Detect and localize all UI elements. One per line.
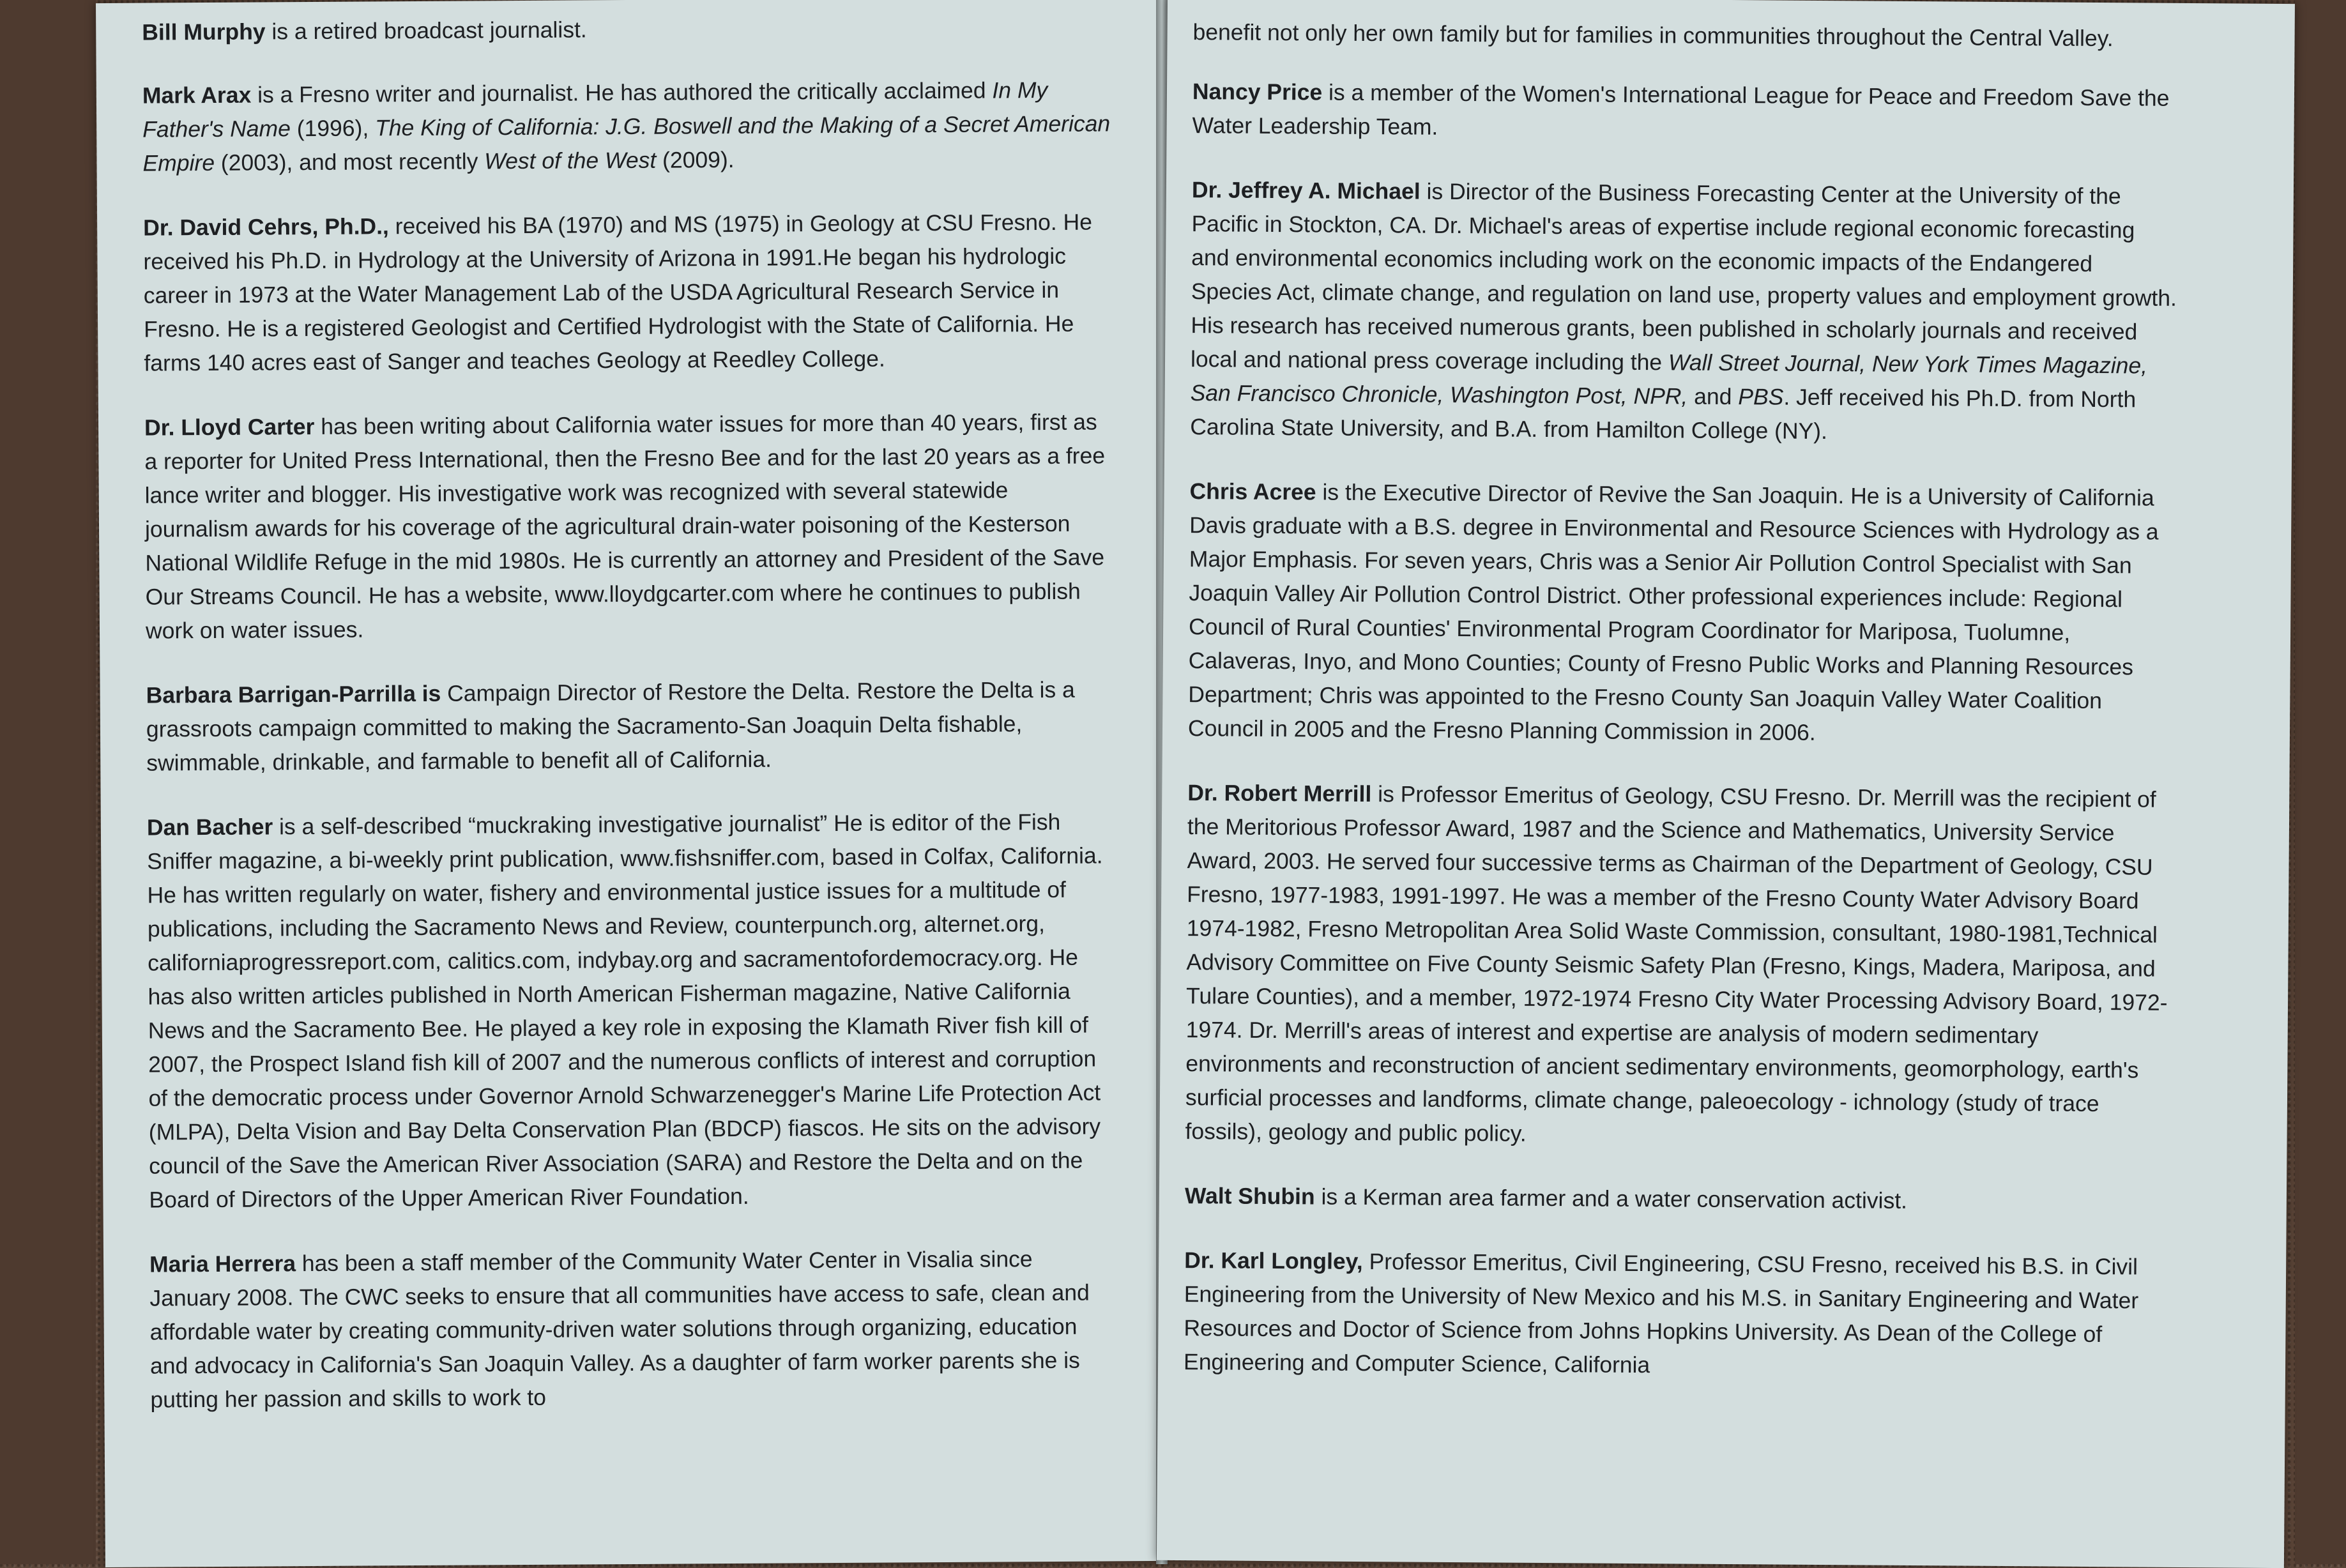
bio-text: Professor Emeritus, Civil Engineering, CSU Fresno, received his B.S. in Civil Engineering from the University of New Mexico and his M.S. in Sanitary Engineering and Water Resources and Doctor of Science from Johns Hopkins University. As Dean of the College of Engineering and Computer Science, California bbox=[1183, 1249, 2139, 1378]
carpet-right bbox=[2295, 0, 2346, 1564]
bio-name: Dr. Jeffrey A. Michael bbox=[1191, 177, 1421, 204]
bio-text: (2003), and most recently bbox=[214, 148, 485, 176]
bio-text: is Professor Emeritus of Geology, CSU Fresno. Dr. Merrill was the recipient of the Meritorious Professor Award, 1987 and the Science and Mathematics, University Service Award, 2003. He served four successive terms as Chairman of the Department of Geology, CSU Fresno, 1977-1983, 1991-1997. He was a member of the Fresno County Water Advisory Board 1974-1982, Fresno Metropolitan Area Solid Waste Commission, consultant, 1980-1981,Technical Advisory Committee on Five County Seismic Safety Plan (Fresno, Kings, Madera, Mariposa, and Tulare Counties), and a member, 1972-1974 Fresno City Water Processing Advisory Board, 1972-1974. Dr. Merrill's areas of interest and expertise are analysis of modern sedimentary environments and reconstruction of ancient sedimentary environments, geomorphology, earth's surficial processes and landforms, climate change, paleoecology - ichnology (study of trace fossils), geology and public policy. bbox=[1185, 781, 2168, 1146]
bio-text: benefit not only her own family but for families in communities throughout the Central Valley. bbox=[1192, 19, 2114, 52]
bio-lloyd-carter bbox=[144, 405, 1115, 648]
bio-karl-longley bbox=[1184, 1244, 2171, 1386]
left-page bbox=[96, 0, 1166, 1567]
bio-dan-bacher bbox=[147, 805, 1119, 1217]
bio-text: is a self-described “muckraking investigative journalist” He is editor of the Fish Sniffer magazine, a bi-weekly print publication, www.fishsniffer.com, based in Colfax, California. He has written regularly on water, fishery and environmental justice issues for a multitude of publications, including the Sacramento News and Review, counterpunch.org, alternet.org, californiaprogressreport.com, calitics.com, indybay.org and sacramentofordemocracy.org. He has also written articles published in North American Fisherman magazine, Native California News and the Sacramento Bee. He played a key role in exposing the Klamath River fish kill of 2007, the Prospect Island fish kill of 2007 and the numerous conflicts of interest and corruption of the democratic process under Governor Arnold Schwarzenegger's Marine Life Protection Act (MLPA), Delta Vision and Bay Delta Conservation Plan (BDCP) fiascos. He sits on the advisory council of the Save the American River Association (SARA) and Restore the Delta and on the Board of Directors of the Upper American River Foundation. bbox=[147, 809, 1103, 1213]
bio-name: Dan Bacher bbox=[146, 814, 273, 841]
bio-text: received his BA (1970) and MS (1975) in Geology at CSU Fresno. He received his Ph.D. in Hydrology at the University of Arizona in 1991.He began his hydrologic career in 1973 at the Water Management Lab of the USDA Agricultural Research Service in Fresno. He is a registered Geologist and Certified Hydrologist with the State of California. He farms 140 acres east of Sanger and teaches Geology at Reedley College. bbox=[143, 209, 1093, 376]
bio-text: is a retired broadcast journalist. bbox=[265, 17, 587, 45]
bio-jeffrey-michael bbox=[1190, 173, 2179, 451]
book-title: The King of California: J.G. Boswell and the Making of a Secret American Empire bbox=[142, 110, 1111, 176]
bio-name: Dr. Robert Merrill bbox=[1187, 780, 1372, 807]
right-page bbox=[1157, 0, 2295, 1568]
bio-robert-merrill bbox=[1185, 776, 2174, 1155]
bio-text: is Director of the Business Forecasting Center at the University of the Pacific in Stockton, CA. Dr. Michael's areas of expertise include regional economic forecasting and environmental economics including work on the economic impacts of the Endangered Species Act, climate change, and regulation on land use, property values and employment growth. His research has received numerous grants, been published in scholarly journals and received local and national press coverage including the bbox=[1190, 178, 2177, 376]
bio-maria-herrera bbox=[149, 1242, 1120, 1417]
bio-text: is a Kerman area farmer and a water conservation activist. bbox=[1314, 1184, 1908, 1214]
bio-name: Mark Arax bbox=[142, 82, 252, 109]
bio-mark-arax bbox=[142, 73, 1113, 180]
bio-name: Barbara Barrigan-Parrilla is bbox=[146, 680, 441, 708]
carpet-left bbox=[0, 0, 96, 1564]
bio-text: is a member of the Women's International League for Peace and Freedom Save the Water Leadership Team. bbox=[1192, 79, 2170, 140]
bio-name: Nancy Price bbox=[1192, 79, 1323, 105]
bio-text: is the Executive Director of Revive the San Joaquin. He is a University of California Davis graduate with a B.S. degree in Environmental and Resource Sciences with Hydrology as a Major Emphasis. For seven years, Chris was a Senior Air Pollution Control Specialist with San Joaquin Valley Air Pollution Control District. Other professional experiences include: Regional Council of Rural Counties' Environmental Program Coordinator for Mariposa, Tuolumne, Calaveras, Inyo, and Mono Counties; County of Fresno Public Works and Planning Resources Department; Chris was appointed to the Fresno County San Joaquin Valley Water Coalition Council in 2005 and the Fresno Planning Commission in 2006. bbox=[1187, 479, 2159, 745]
bio-name: Chris Acree bbox=[1189, 478, 1316, 505]
bio-name: Dr. Lloyd Carter bbox=[144, 413, 315, 441]
bio-text: . Jeff received his Ph.D. from North Carolina State University, and B.A. from Hamilton College (NY). bbox=[1190, 384, 2137, 445]
publication-name: PBS bbox=[1738, 384, 1784, 410]
bio-maria-herrera-continued bbox=[1192, 15, 2179, 56]
bio-text: (2009). bbox=[656, 146, 735, 173]
bio-name: Maria Herrera bbox=[149, 1251, 296, 1277]
bio-barbara-barrigan-parrilla bbox=[146, 673, 1116, 780]
bio-walt-shubin bbox=[1185, 1179, 2172, 1220]
bio-david-cehrs bbox=[143, 205, 1114, 380]
bio-bill-murphy bbox=[142, 10, 1111, 49]
book-title: In My Father's Name bbox=[142, 77, 1048, 142]
bio-text: is a Fresno writer and journalist. He has authored the critically acclaimed bbox=[251, 77, 993, 108]
bio-text: and bbox=[1687, 383, 1739, 410]
bio-text: has been writing about California water issues for more than 40 years, first as a reporter for United Press International, then the Fresno Bee and for the last 20 years as a free lance writer and blogger. His investigative work was recognized with several statewide journalism awards for his coverage of the agricultural drain-water poisoning of the Kesterson National Wildlife Refuge in the mid 1980s. He is currently an attorney and President of the Save Our Streams Council. He has a website, www.lloydgcarter.com where he continues to publish work on water issues. bbox=[144, 409, 1106, 644]
bio-text: Campaign Director of Restore the Delta. Restore the Delta is a grassroots campaign committed to making the Sacramento-San Joaquin Delta fishable, swimmable, drinkable, and farmable to benefit all of California. bbox=[146, 676, 1075, 776]
bio-text: has been a staff member of the Community Water Center in Visalia since January 2008. The CWC seeks to ensure that all communities have access to safe, clean and affordable water by creating community-driven water solutions through organizing, education and advocacy in California's San Joaquin Valley. As a daughter of farm worker parents she is putting her passion and skills to work to bbox=[149, 1246, 1090, 1413]
bio-name: Walt Shubin bbox=[1184, 1183, 1315, 1210]
publication-list: Wall Street Journal, New York Times Magazine, San Francisco Chronicle, Washington Post, NPR, bbox=[1190, 349, 2148, 409]
bio-chris-acree bbox=[1188, 475, 2177, 752]
bio-nancy-price bbox=[1192, 75, 2179, 149]
bio-name: Bill Murphy bbox=[142, 19, 266, 45]
bio-text: (1996), bbox=[290, 115, 376, 142]
book-title: West of the West bbox=[484, 147, 657, 174]
bio-name: Dr. Karl Longley, bbox=[1184, 1247, 1363, 1275]
bio-name: Dr. David Cehrs, Ph.D., bbox=[143, 213, 389, 241]
